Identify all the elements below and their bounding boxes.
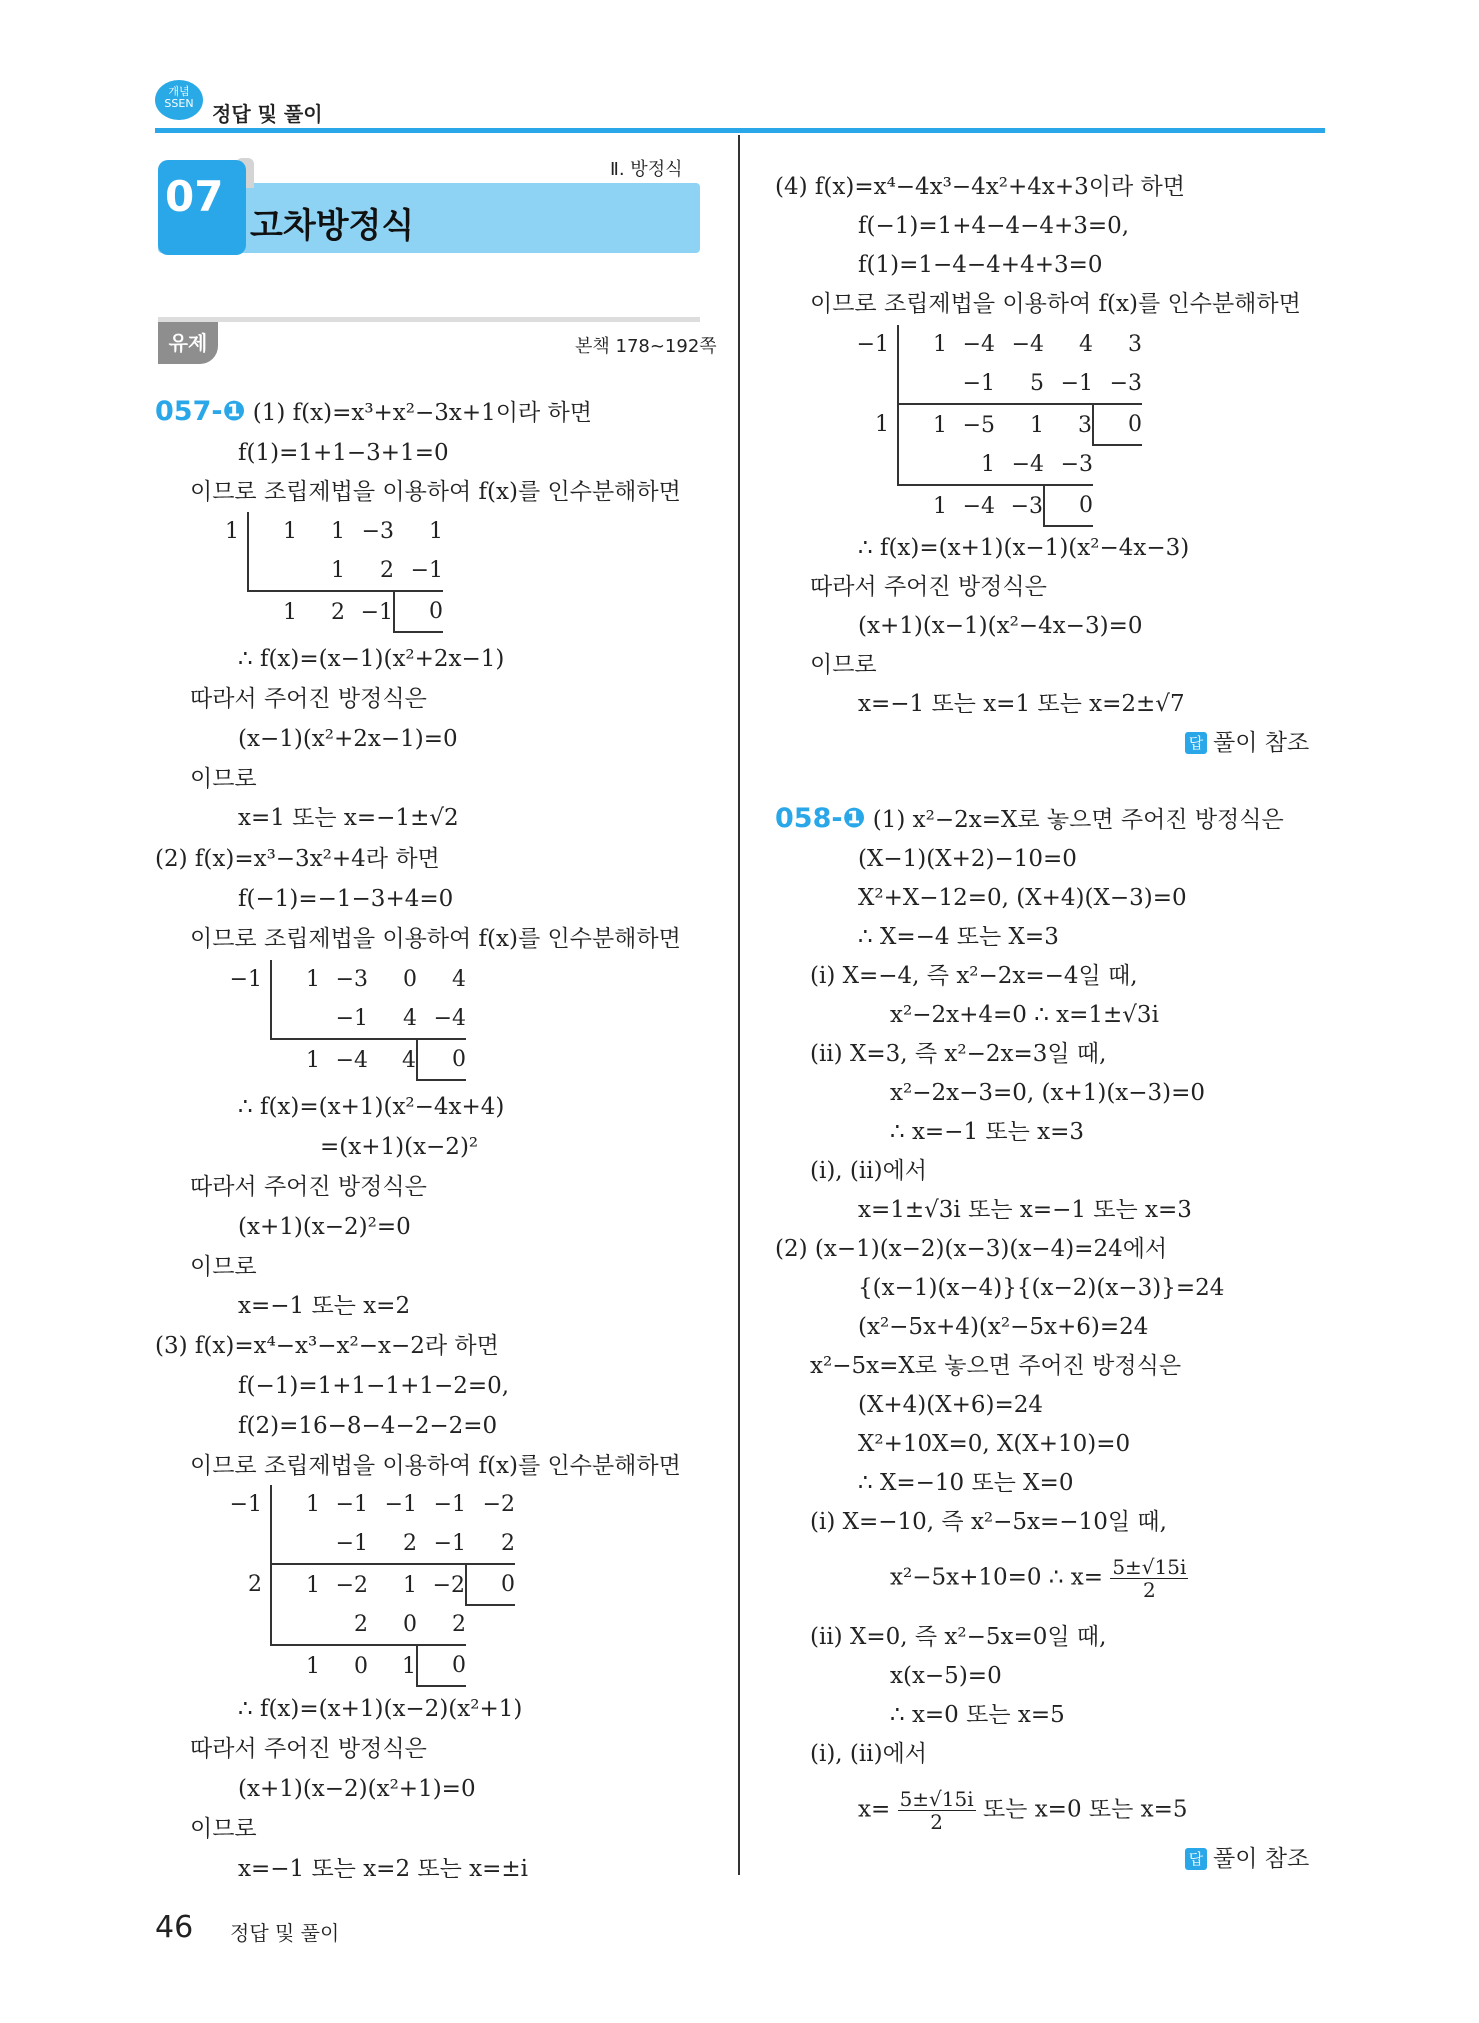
answer-badge-icon: 답 bbox=[1185, 1848, 1207, 1870]
syn-cell: −1 bbox=[335, 1492, 368, 1517]
syn-cell: 1 bbox=[933, 332, 947, 357]
syn-cell: 4 bbox=[402, 1047, 416, 1073]
solution-line: (x+1)(x−1)(x²−4x−3)=0 bbox=[858, 613, 1143, 639]
header-title: 정답 및 풀이 bbox=[212, 102, 323, 126]
fraction bbox=[1110, 1556, 1188, 1601]
syn-cell: −1 bbox=[947, 364, 995, 404]
syn-cell: 2 bbox=[368, 1524, 417, 1564]
syn-cell: 1 bbox=[855, 404, 898, 445]
syn-cell: −2 bbox=[335, 1572, 368, 1598]
page-number: 46 bbox=[155, 1910, 194, 1945]
syn-cell: 1 bbox=[306, 1492, 320, 1517]
syn-cell: 1 bbox=[306, 1653, 320, 1679]
solution-line: 이므로 bbox=[810, 652, 877, 678]
solution-line: (ⅱ) X=3, 즉 x²−2x=3일 때, bbox=[810, 1041, 1107, 1067]
fraction-denominator: 2 bbox=[1143, 1578, 1156, 1602]
solution-line: (2) f(x)=x³−3x²+4라 하면 bbox=[155, 846, 440, 872]
problem-058-heading bbox=[775, 805, 1284, 834]
syn-cell: 4 bbox=[1079, 332, 1093, 357]
syn-cell bbox=[271, 999, 320, 1039]
syn-cell: 1 bbox=[429, 519, 443, 544]
solution-line: x=1±√3i 또는 x=−1 또는 x=3 bbox=[858, 1197, 1192, 1223]
brand-logo bbox=[155, 80, 203, 120]
solution-line: x(x−5)=0 bbox=[890, 1663, 1002, 1689]
syn-cell: −1 bbox=[228, 960, 271, 999]
syn-cell: 2 bbox=[417, 1605, 466, 1645]
problem-057-heading bbox=[155, 398, 592, 427]
syn-remainder: 0 bbox=[417, 1039, 466, 1080]
syn-cell: 1 bbox=[297, 551, 345, 591]
syn-cell: 1 bbox=[933, 493, 947, 519]
syn-cell: 1 bbox=[306, 967, 320, 992]
solution-line: ∴ f(x)=(x−1)(x²+2x−1) bbox=[238, 646, 505, 672]
syn-cell: 1 bbox=[283, 599, 297, 625]
answer-text: 풀이 참조 bbox=[1213, 730, 1310, 756]
synthetic-division-table bbox=[205, 512, 443, 633]
syn-cell: −1 bbox=[360, 599, 393, 625]
solution-line-with-fraction bbox=[858, 1788, 1188, 1833]
chapter-title: 고차방정식 bbox=[250, 206, 415, 246]
solution-line: ∴ f(x)=(x+1)(x²−4x+4) bbox=[238, 1094, 505, 1120]
syn-cell: −1 bbox=[384, 1492, 417, 1517]
syn-remainder: 0 bbox=[1044, 485, 1093, 526]
solution-line: x=−1 또는 x=2 또는 x=±i bbox=[238, 1856, 529, 1882]
syn-cell: −4 bbox=[335, 1047, 368, 1073]
syn-remainder: 0 bbox=[394, 591, 443, 632]
solution-line: {(x−1)(x−4)}{(x−2)(x−3)}=24 bbox=[858, 1275, 1225, 1301]
syn-remainder: 0 bbox=[466, 1564, 515, 1605]
syn-cell bbox=[898, 445, 947, 485]
solution-line: (X−1)(X+2)−10=0 bbox=[858, 846, 1077, 872]
book-page-reference: 본책 178~192쪽 bbox=[575, 336, 717, 357]
column-divider bbox=[738, 135, 740, 1875]
solution-line: =(x+1)(x−2)² bbox=[320, 1134, 479, 1160]
solution-line: (4) f(x)=x⁴−4x³−4x²+4x+3이라 하면 bbox=[775, 174, 1185, 200]
synthetic-division-table bbox=[855, 325, 1142, 527]
syn-cell: 1 bbox=[205, 512, 248, 551]
syn-cell: −1 bbox=[1044, 364, 1093, 404]
syn-cell: 1 bbox=[402, 1653, 416, 1679]
syn-remainder: 0 bbox=[1093, 404, 1142, 445]
solution-line: (x−1)(x²+2x−1)=0 bbox=[238, 726, 458, 752]
section-label: Ⅱ. 방정식 bbox=[610, 159, 683, 180]
yuje-rule bbox=[158, 317, 700, 322]
syn-cell: −4 bbox=[962, 332, 995, 357]
syn-cell bbox=[248, 551, 297, 591]
syn-cell: 3 bbox=[1128, 332, 1142, 357]
syn-cell: 2 bbox=[320, 1605, 368, 1645]
syn-cell: 2 bbox=[466, 1524, 515, 1564]
syn-cell: −3 bbox=[1093, 364, 1142, 404]
header-rule bbox=[155, 128, 1325, 133]
solution-line: f(−1)=1+4−4−4+3=0, bbox=[858, 213, 1130, 239]
solution-line: (1) x²−2x=X로 놓으면 주어진 방정식은 bbox=[872, 807, 1284, 833]
solution-line: x²−5x+10=0 ∴ x= bbox=[890, 1564, 1104, 1591]
solution-line: x= bbox=[858, 1796, 891, 1823]
syn-cell: −3 bbox=[335, 967, 368, 992]
solution-line: (x+1)(x−2)²=0 bbox=[238, 1214, 411, 1240]
syn-cell: 2 bbox=[345, 551, 394, 591]
logo-bottom-text: SSEN bbox=[164, 97, 194, 110]
fraction bbox=[898, 1788, 976, 1833]
solution-line: ∴ f(x)=(x+1)(x−1)(x²−4x−3) bbox=[858, 535, 1190, 561]
syn-cell: −2 bbox=[482, 1492, 515, 1517]
solution-line: 이므로 bbox=[190, 766, 257, 792]
syn-cell: 5 bbox=[995, 364, 1044, 404]
syn-cell: −1 bbox=[228, 1485, 271, 1524]
syn-cell: −4 bbox=[962, 493, 995, 519]
syn-cell: 2 bbox=[228, 1564, 271, 1605]
syn-cell: −3 bbox=[1010, 493, 1043, 519]
syn-cell: −2 bbox=[432, 1572, 465, 1598]
fraction-numerator: 5±√15i bbox=[899, 1787, 974, 1811]
syn-cell: 1 bbox=[933, 412, 947, 438]
solution-line: f(1)=1−4−4+4+3=0 bbox=[858, 252, 1103, 278]
solution-line: (ⅰ) X=−10, 즉 x²−5x=−10일 때, bbox=[810, 1509, 1167, 1535]
syn-cell: −4 bbox=[995, 445, 1044, 485]
syn-cell: −1 bbox=[320, 1524, 368, 1564]
solution-line: ∴ x=0 또는 x=5 bbox=[890, 1702, 1065, 1728]
solution-line: 이므로 조립제법을 이용하여 f(x)를 인수분해하면 bbox=[190, 479, 681, 505]
solution-line: X²+10X=0, X(X+10)=0 bbox=[858, 1431, 1131, 1457]
solution-line: 이므로 조립제법을 이용하여 f(x)를 인수분해하면 bbox=[190, 1453, 681, 1479]
solution-line: 이므로 bbox=[190, 1816, 257, 1842]
syn-cell: −1 bbox=[320, 999, 368, 1039]
syn-cell: −4 bbox=[417, 999, 466, 1039]
yuje-badge: 유제 bbox=[158, 322, 218, 364]
solution-line: 따라서 주어진 방정식은 bbox=[190, 1174, 427, 1200]
syn-cell: 1 bbox=[1030, 412, 1044, 438]
logo-top-text: 개념 bbox=[168, 85, 190, 98]
solution-line: (x²−5x+4)(x²−5x+6)=24 bbox=[858, 1314, 1149, 1340]
syn-cell bbox=[271, 1605, 320, 1645]
syn-cell: 1 bbox=[306, 1047, 320, 1073]
solution-line: 또는 x=0 또는 x=5 bbox=[982, 1796, 1188, 1823]
solution-line: x²−2x+4=0 ∴ x=1±√3i bbox=[890, 1002, 1159, 1028]
solution-line: 따라서 주어진 방정식은 bbox=[810, 574, 1047, 600]
solution-line: 이므로 조립제법을 이용하여 f(x)를 인수분해하면 bbox=[810, 291, 1301, 317]
answer-badge-icon: 답 bbox=[1185, 732, 1207, 754]
solution-line: (ⅰ) X=−4, 즉 x²−2x=−4일 때, bbox=[810, 963, 1138, 989]
solution-line: (ⅰ), (ⅱ)에서 bbox=[810, 1741, 928, 1767]
syn-cell: 0 bbox=[403, 967, 417, 992]
solution-line: ∴ X=−10 또는 X=0 bbox=[858, 1470, 1074, 1496]
syn-cell: −1 bbox=[433, 1492, 466, 1517]
synthetic-division-table bbox=[228, 1485, 515, 1687]
solution-line: 따라서 주어진 방정식은 bbox=[190, 686, 427, 712]
syn-cell bbox=[898, 364, 947, 404]
solution-line: 이므로 bbox=[190, 1254, 257, 1280]
solution-line: x=−1 또는 x=1 또는 x=2±√7 bbox=[858, 691, 1185, 717]
solution-line: 따라서 주어진 방정식은 bbox=[190, 1736, 427, 1762]
synthetic-division-table bbox=[228, 960, 466, 1081]
syn-cell: −3 bbox=[361, 519, 394, 544]
syn-cell: 1 bbox=[283, 519, 297, 544]
solution-line: (x+1)(x−2)(x²+1)=0 bbox=[238, 1776, 476, 1802]
syn-cell: −1 bbox=[417, 1524, 466, 1564]
solution-line: f(1)=1+1−3+1=0 bbox=[238, 440, 449, 466]
solution-line: (ⅱ) X=0, 즉 x²−5x=0일 때, bbox=[810, 1624, 1107, 1650]
syn-cell: 1 bbox=[403, 1572, 417, 1598]
syn-cell: −4 bbox=[1011, 332, 1044, 357]
syn-remainder: 0 bbox=[417, 1645, 466, 1686]
solution-line: f(2)=16−8−4−2−2=0 bbox=[238, 1413, 498, 1439]
answer-reference bbox=[1185, 729, 1309, 757]
solution-line: x=1 또는 x=−1±√2 bbox=[238, 805, 459, 831]
solution-line: (1) f(x)=x³+x²−3x+1이라 하면 bbox=[252, 400, 592, 426]
solution-line: X²+X−12=0, (X+4)(X−3)=0 bbox=[858, 885, 1187, 911]
syn-cell: 4 bbox=[452, 967, 466, 992]
problem-number: 057-❶ bbox=[155, 396, 246, 427]
solution-line: 이므로 조립제법을 이용하여 f(x)를 인수분해하면 bbox=[190, 926, 681, 952]
syn-cell: 1 bbox=[947, 445, 995, 485]
solution-line-with-fraction bbox=[890, 1556, 1188, 1601]
fraction-denominator: 2 bbox=[930, 1810, 943, 1834]
solution-line: x=−1 또는 x=2 bbox=[238, 1293, 411, 1319]
syn-cell: 1 bbox=[331, 519, 345, 544]
syn-cell: 0 bbox=[354, 1653, 368, 1679]
solution-line: f(−1)=−1−3+4=0 bbox=[238, 886, 454, 912]
answer-reference bbox=[1185, 1845, 1309, 1873]
solution-line: (ⅰ), (ⅱ)에서 bbox=[810, 1158, 928, 1184]
syn-cell: −1 bbox=[394, 551, 443, 591]
syn-cell: 2 bbox=[331, 599, 345, 625]
problem-number: 058-❶ bbox=[775, 803, 866, 834]
solution-line: ∴ X=−4 또는 X=3 bbox=[858, 924, 1059, 950]
syn-cell: 4 bbox=[368, 999, 417, 1039]
solution-line: (X+4)(X+6)=24 bbox=[858, 1392, 1043, 1418]
syn-cell: −5 bbox=[962, 412, 995, 438]
solution-line: (2) (x−1)(x−2)(x−3)(x−4)=24에서 bbox=[775, 1236, 1168, 1262]
syn-cell: 0 bbox=[368, 1605, 417, 1645]
solution-line: ∴ x=−1 또는 x=3 bbox=[890, 1119, 1085, 1145]
syn-cell bbox=[271, 1524, 320, 1564]
syn-cell: −3 bbox=[1044, 445, 1093, 485]
solution-line: x²−5x=X로 놓으면 주어진 방정식은 bbox=[810, 1353, 1182, 1379]
solution-line: (3) f(x)=x⁴−x³−x²−x−2라 하면 bbox=[155, 1333, 499, 1359]
syn-cell: −1 bbox=[855, 325, 898, 364]
solution-line: f(−1)=1+1−1+1−2=0, bbox=[238, 1373, 510, 1399]
chapter-number: 07 bbox=[165, 172, 224, 221]
syn-cell: 1 bbox=[306, 1572, 320, 1598]
answer-text: 풀이 참조 bbox=[1213, 1846, 1310, 1872]
fraction-numerator: 5±√15i bbox=[1112, 1555, 1187, 1579]
footer-title: 정답 및 풀이 bbox=[230, 1921, 340, 1945]
solution-line: ∴ f(x)=(x+1)(x−2)(x²+1) bbox=[238, 1696, 523, 1722]
solution-line: x²−2x−3=0, (x+1)(x−3)=0 bbox=[890, 1080, 1206, 1106]
syn-cell: 3 bbox=[1078, 412, 1092, 438]
